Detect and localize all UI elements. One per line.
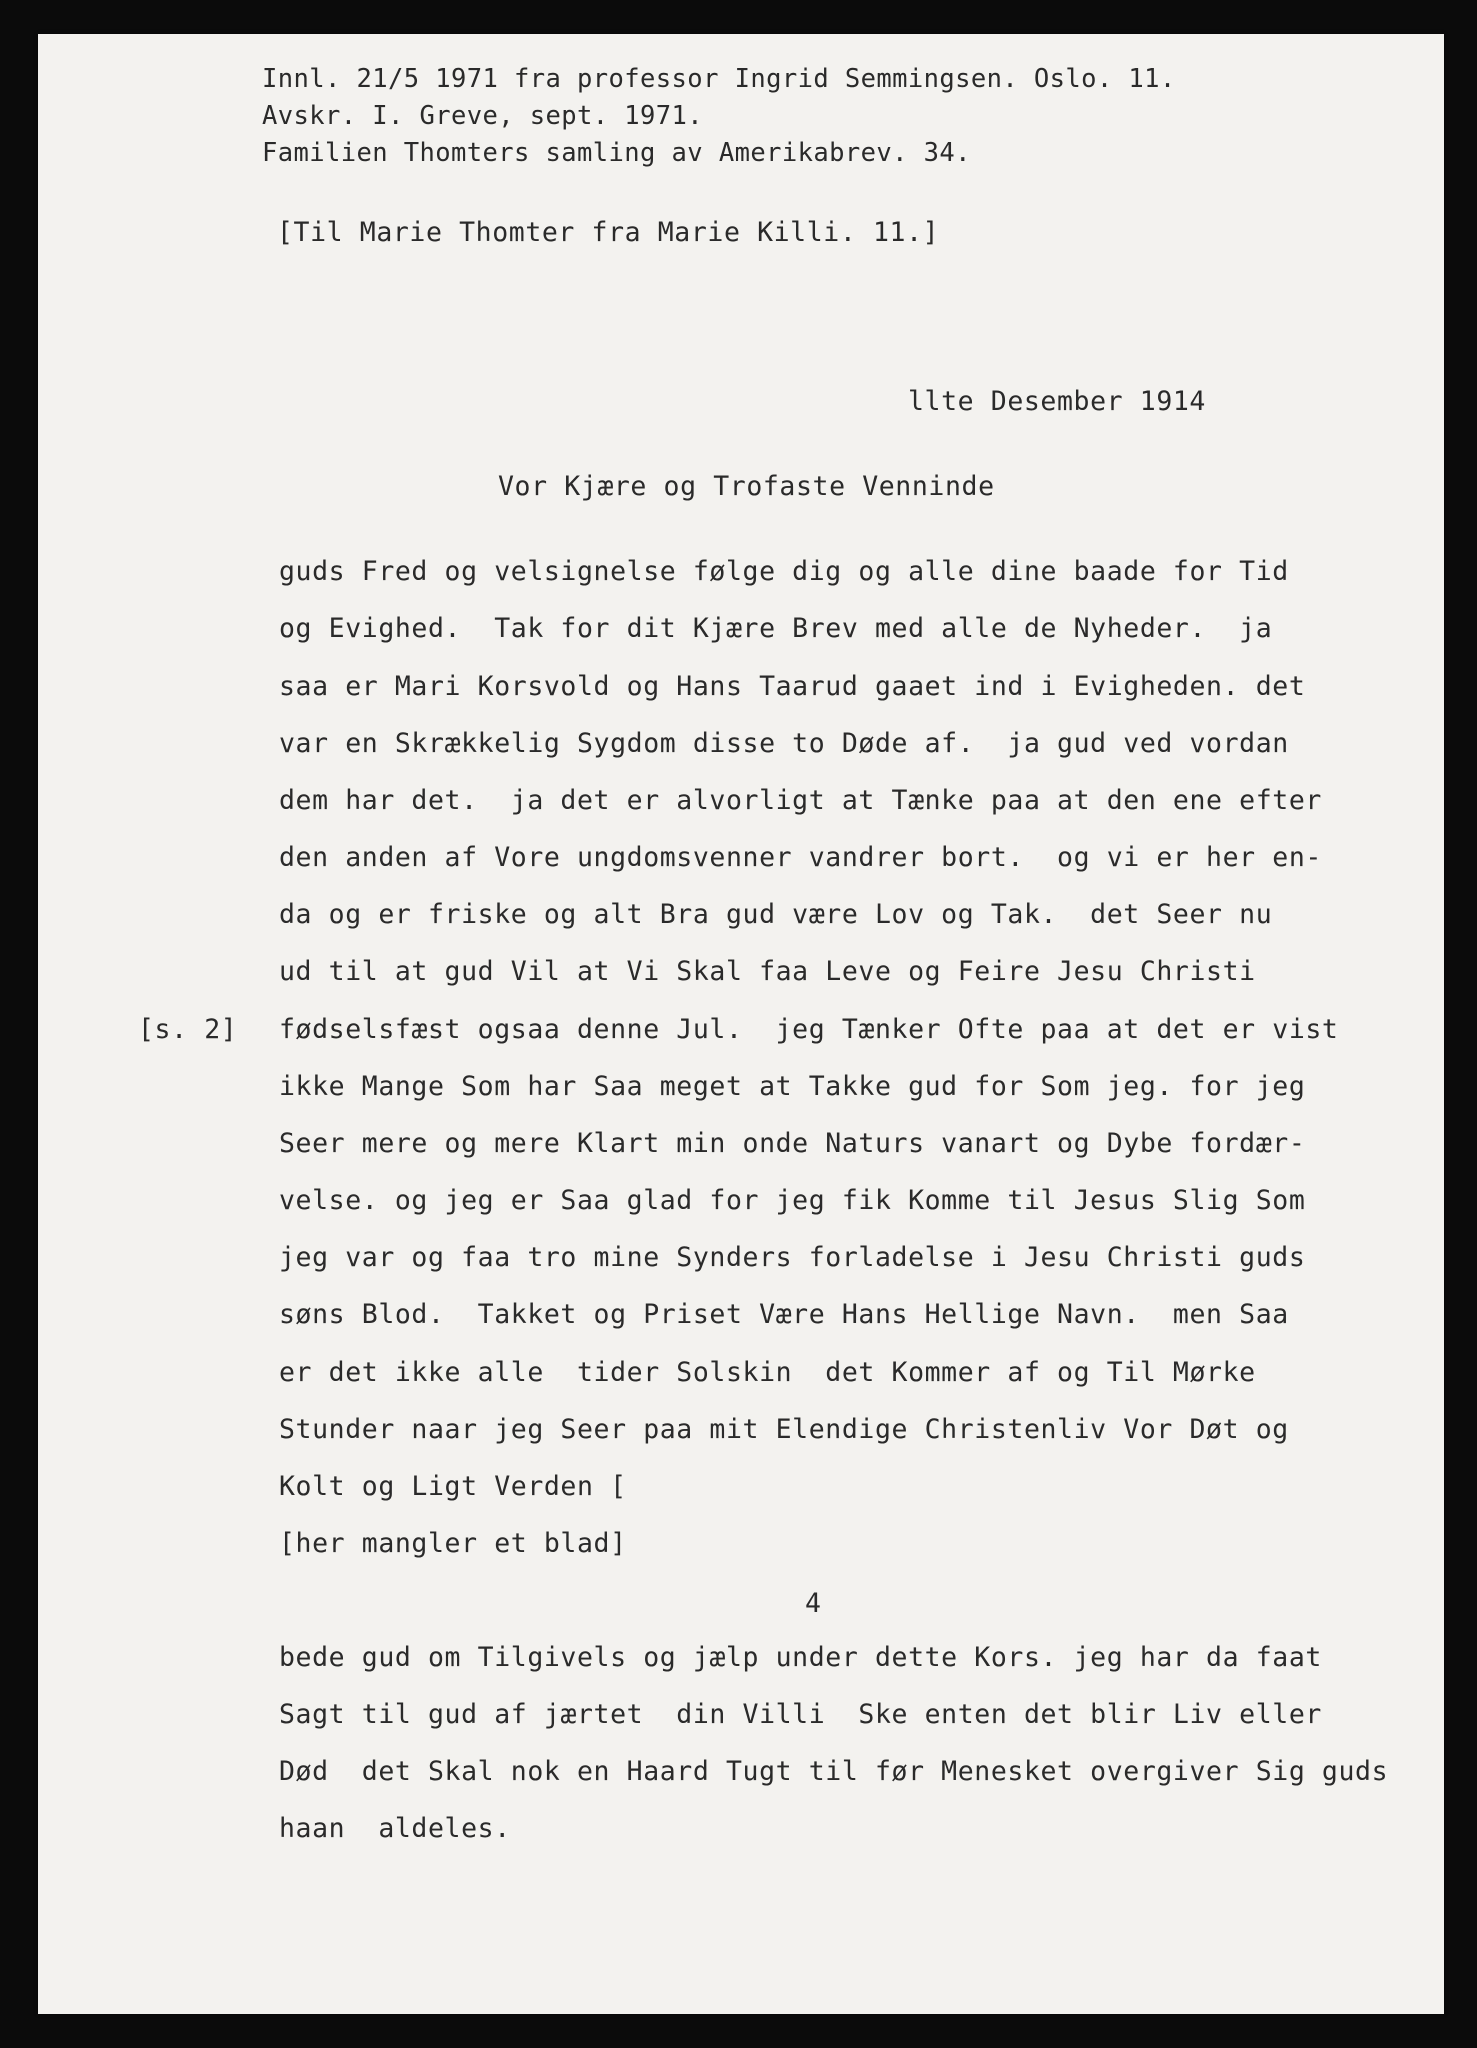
- body-line: den anden af Vore ungdomsvenner vandrer bort. og vi er her en-: [279, 842, 1322, 873]
- body-line: velse. og jeg er Saa glad for jeg fik Komme til Jesus Slig Som: [279, 1185, 1306, 1216]
- missing-leaf-note: [her mangler et blad]: [279, 1528, 627, 1559]
- document-page: [38, 34, 1444, 2014]
- body-line: bede gud om Tilgivels og jælp under dette Kors. jeg har da faat: [279, 1642, 1322, 1673]
- body-line: og Evighed. Tak for dit Kjære Brev med alle de Nyheder. ja: [279, 613, 1273, 644]
- body-line: jeg var og faa tro mine Synders forladelse i Jesu Christi guds: [279, 1242, 1306, 1273]
- body-line: haan aldeles.: [279, 1813, 511, 1844]
- body-line: søns Blod. Takket og Priset Være Hans Hellige Navn. men Saa: [279, 1299, 1289, 1330]
- body-line: Kolt og Ligt Verden [: [279, 1471, 627, 1502]
- editorial-title: [Til Marie Thomter fra Marie Killi. 11.]: [277, 217, 940, 248]
- body-line: da og er friske og alt Bra gud være Lov og Tak. det Seer nu: [279, 899, 1273, 930]
- archive-reference-line: Innl. 21/5 1971 fra professor Ingrid Semmingsen. Oslo. 11.: [262, 64, 1176, 94]
- page-number: 4: [805, 1588, 822, 1619]
- collection-line: Familien Thomters samling av Amerikabrev. 34.: [262, 138, 971, 168]
- body-line: er det ikke alle tider Solskin det Kommer af og Til Mørke: [279, 1357, 1256, 1388]
- letter-date: llte Desember 1914: [908, 386, 1206, 417]
- body-line: fødselsfæst ogsaa denne Jul. jeg Tænker Ofte paa at det er vist: [279, 1014, 1339, 1045]
- body-line: ud til at gud Vil at Vi Skal faa Leve og Feire Jesu Christi: [279, 956, 1256, 987]
- body-line: dem har det. ja det er alvorligt at Tænke paa at den ene efter: [279, 785, 1322, 816]
- salutation: Vor Kjære og Trofaste Venninde: [498, 471, 995, 502]
- body-line: saa er Mari Korsvold og Hans Taarud gaaet ind i Evigheden. det: [279, 671, 1306, 702]
- body-line: var en Skrækkelig Sygdom disse to Døde af. ja gud ved vordan: [279, 728, 1289, 759]
- body-line: Seer mere og mere Klart min onde Naturs vanart og Dybe fordær-: [279, 1128, 1306, 1159]
- body-line: ikke Mange Som har Saa meget at Takke gud for Som jeg. for jeg: [279, 1071, 1306, 1102]
- transcription-note-line: Avskr. I. Greve, sept. 1971.: [262, 101, 704, 131]
- page-marker: [s. 2]: [138, 1014, 238, 1045]
- body-line: Død det Skal nok en Haard Tugt til før Menesket overgiver Sig guds: [279, 1756, 1389, 1787]
- body-line: Stunder naar jeg Seer paa mit Elendige Christenliv Vor Døt og: [279, 1414, 1289, 1445]
- body-line: guds Fred og velsignelse følge dig og alle dine baade for Tid: [279, 556, 1289, 587]
- body-line: Sagt til gud af jærtet din Villi Ske enten det blir Liv eller: [279, 1699, 1322, 1730]
